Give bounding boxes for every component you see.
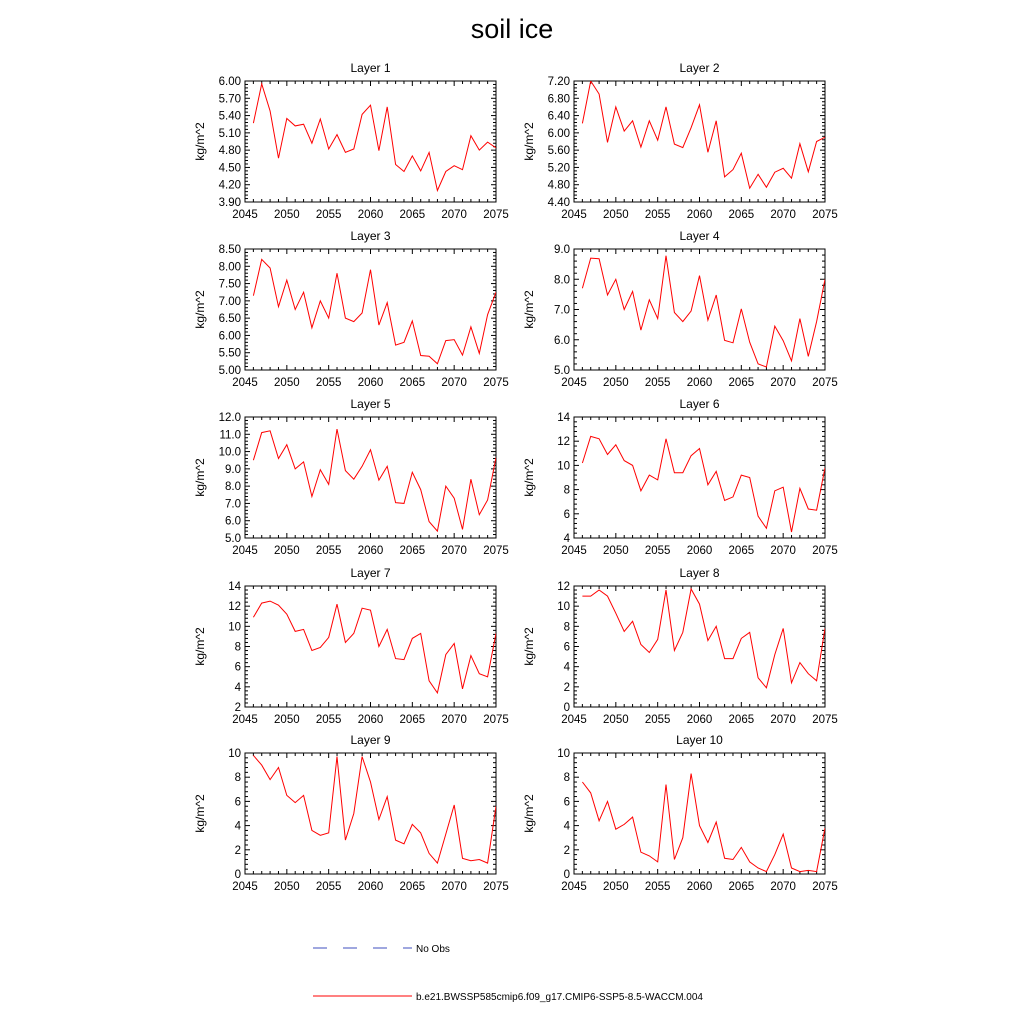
x-tick-label: 2050 — [274, 714, 300, 726]
y-tick-label: 4.40 — [547, 197, 570, 209]
y-tick-label: 4 — [234, 820, 241, 833]
y-tick-label: 6 — [234, 796, 241, 809]
x-tick-label: 2060 — [357, 714, 384, 726]
y-tick-label: 2 — [563, 844, 570, 857]
y-tick-label: 6.0 — [554, 334, 570, 347]
x-tick-label: 2050 — [603, 377, 629, 389]
x-tick-label: 2050 — [274, 881, 300, 893]
y-tick-label: 7.00 — [218, 295, 241, 308]
y-tick-label: 5.70 — [218, 93, 241, 106]
x-tick-label: 2065 — [728, 714, 755, 726]
panel-title: Layer 8 — [679, 566, 720, 580]
y-tick-label: 0 — [234, 869, 241, 881]
y-axis-label: kg/m^2 — [193, 290, 207, 329]
x-tick-label: 2065 — [399, 714, 426, 726]
x-tick-label: 2065 — [399, 545, 426, 557]
x-tick-label: 2070 — [441, 209, 467, 221]
y-tick-label: 14 — [228, 581, 241, 593]
y-tick-label: 5.10 — [218, 127, 241, 140]
y-axis-label: kg/m^2 — [522, 290, 536, 329]
x-tick-label: 2070 — [441, 545, 467, 557]
y-tick-label: 10 — [557, 601, 570, 614]
x-tick-label: 2070 — [770, 714, 796, 726]
y-tick-label: 6 — [234, 661, 241, 674]
y-tick-label: 2 — [234, 702, 241, 714]
panel-title: Layer 4 — [679, 229, 720, 243]
y-tick-label: 5.20 — [547, 162, 570, 175]
x-tick-label: 2050 — [603, 881, 629, 893]
x-tick-label: 2060 — [686, 881, 713, 893]
page-title: soil ice — [470, 14, 554, 44]
x-tick-label: 2050 — [603, 209, 629, 221]
x-tick-label: 2045 — [232, 209, 258, 221]
y-tick-label: 8 — [563, 621, 570, 634]
y-tick-label: 9.0 — [554, 244, 570, 256]
x-tick-label: 2065 — [399, 209, 426, 221]
y-tick-label: 8 — [234, 641, 241, 654]
panel-title: Layer 9 — [350, 733, 391, 747]
y-tick-label: 6.50 — [218, 313, 241, 326]
x-tick-label: 2070 — [770, 209, 796, 221]
y-tick-label: 6.80 — [547, 93, 570, 106]
x-tick-label: 2070 — [770, 377, 796, 389]
y-tick-label: 6.0 — [225, 515, 241, 528]
x-tick-label: 2050 — [274, 209, 300, 221]
y-tick-label: 10 — [228, 748, 241, 760]
y-tick-label: 5.60 — [547, 145, 570, 158]
x-tick-label: 2060 — [686, 377, 713, 389]
y-tick-label: 10.0 — [218, 446, 241, 459]
x-tick-label: 2065 — [728, 545, 755, 557]
y-axis-label: kg/m^2 — [193, 458, 207, 497]
y-tick-label: 8 — [563, 772, 570, 785]
y-tick-label: 6 — [563, 641, 570, 654]
y-tick-label: 10 — [557, 460, 570, 473]
x-tick-label: 2070 — [441, 881, 467, 893]
y-axis-label: kg/m^2 — [522, 627, 536, 666]
x-tick-label: 2065 — [728, 209, 755, 221]
y-tick-label: 4.20 — [218, 179, 241, 192]
x-tick-label: 2075 — [812, 881, 838, 893]
x-tick-label: 2075 — [483, 881, 509, 893]
y-tick-label: 8.0 — [554, 274, 570, 287]
y-tick-label: 4.50 — [218, 162, 241, 175]
x-tick-label: 2045 — [561, 881, 587, 893]
y-axis-label: kg/m^2 — [193, 794, 207, 833]
x-tick-label: 2060 — [357, 377, 384, 389]
x-tick-label: 2045 — [561, 545, 587, 557]
y-tick-label: 6.40 — [547, 110, 570, 123]
x-tick-label: 2075 — [483, 209, 509, 221]
y-axis-label: kg/m^2 — [193, 122, 207, 161]
y-tick-label: 8 — [563, 484, 570, 497]
x-tick-label: 2055 — [644, 881, 671, 893]
y-tick-label: 2 — [563, 681, 570, 694]
x-tick-label: 2055 — [315, 545, 342, 557]
panel-title: Layer 1 — [350, 61, 391, 75]
y-tick-label: 6.00 — [218, 330, 241, 343]
x-tick-label: 2045 — [232, 545, 258, 557]
x-tick-label: 2060 — [357, 545, 384, 557]
y-axis-label: kg/m^2 — [522, 794, 536, 833]
y-tick-label: 4 — [563, 820, 570, 833]
y-tick-label: 4 — [563, 661, 570, 674]
x-tick-label: 2075 — [812, 377, 838, 389]
y-tick-label: 5.0 — [225, 533, 241, 545]
x-tick-label: 2075 — [483, 545, 509, 557]
x-tick-label: 2050 — [603, 714, 629, 726]
y-axis-label: kg/m^2 — [522, 458, 536, 497]
y-tick-label: 8.50 — [218, 244, 241, 256]
x-tick-label: 2045 — [561, 377, 587, 389]
y-tick-label: 4.80 — [547, 179, 570, 192]
y-tick-label: 3.90 — [218, 197, 241, 209]
y-tick-label: 5.00 — [218, 365, 241, 377]
y-axis-label: kg/m^2 — [193, 627, 207, 666]
x-tick-label: 2065 — [399, 377, 426, 389]
x-tick-label: 2050 — [603, 545, 629, 557]
x-tick-label: 2045 — [232, 881, 258, 893]
y-tick-label: 2 — [234, 844, 241, 857]
x-tick-label: 2065 — [728, 881, 755, 893]
x-tick-label: 2075 — [812, 545, 838, 557]
x-tick-label: 2060 — [686, 545, 713, 557]
x-tick-label: 2055 — [315, 209, 342, 221]
x-tick-label: 2065 — [399, 881, 426, 893]
panel-title: Layer 7 — [350, 566, 391, 580]
panel-title: Layer 10 — [676, 733, 723, 747]
x-tick-label: 2050 — [274, 545, 300, 557]
y-tick-label: 6.00 — [547, 127, 570, 140]
y-tick-label: 5.0 — [554, 365, 570, 377]
x-tick-label: 2075 — [483, 377, 509, 389]
x-tick-label: 2075 — [812, 209, 838, 221]
x-tick-label: 2070 — [441, 377, 467, 389]
y-tick-label: 6 — [563, 796, 570, 809]
y-tick-label: 10 — [557, 748, 570, 760]
y-tick-label: 10 — [228, 621, 241, 634]
y-tick-label: 14 — [557, 412, 570, 424]
x-tick-label: 2070 — [441, 714, 467, 726]
y-tick-label: 5.40 — [218, 110, 241, 123]
y-tick-label: 6 — [563, 508, 570, 521]
x-tick-label: 2045 — [232, 377, 258, 389]
y-tick-label: 6.00 — [218, 76, 241, 88]
x-tick-label: 2045 — [232, 714, 258, 726]
x-tick-label: 2065 — [728, 377, 755, 389]
x-tick-label: 2055 — [644, 545, 671, 557]
x-tick-label: 2045 — [561, 209, 587, 221]
legend-obs-label: No Obs — [416, 944, 450, 955]
y-tick-label: 12 — [557, 436, 570, 449]
x-tick-label: 2075 — [812, 714, 838, 726]
legend-model-label: b.e21.BWSSP585cmip6.f09_g17.CMIP6-SSP5-8.5-WACCM.004 — [416, 992, 703, 1003]
x-tick-label: 2045 — [561, 714, 587, 726]
y-tick-label: 0 — [563, 702, 570, 714]
y-tick-label: 4 — [234, 681, 241, 694]
x-tick-label: 2060 — [357, 881, 384, 893]
panel-title: Layer 2 — [679, 61, 720, 75]
y-tick-label: 9.0 — [225, 463, 241, 476]
panel-title: Layer 6 — [679, 397, 720, 411]
x-tick-label: 2055 — [644, 714, 671, 726]
y-tick-label: 8.00 — [218, 261, 241, 274]
y-tick-label: 12 — [557, 581, 570, 593]
y-tick-label: 12.0 — [218, 412, 241, 424]
y-tick-label: 7.0 — [225, 498, 241, 511]
x-tick-label: 2060 — [357, 209, 384, 221]
y-tick-label: 12 — [228, 601, 241, 614]
y-tick-label: 8.0 — [225, 481, 241, 494]
y-tick-label: 0 — [563, 869, 570, 881]
y-tick-label: 7.50 — [218, 278, 241, 291]
y-tick-label: 7.0 — [554, 304, 570, 317]
x-tick-label: 2050 — [274, 377, 300, 389]
x-tick-label: 2070 — [770, 881, 796, 893]
y-axis-label: kg/m^2 — [522, 122, 536, 161]
panel-title: Layer 5 — [350, 397, 391, 411]
x-tick-label: 2070 — [770, 545, 796, 557]
x-tick-label: 2055 — [315, 714, 342, 726]
x-tick-label: 2055 — [315, 377, 342, 389]
x-tick-label: 2060 — [686, 209, 713, 221]
x-tick-label: 2075 — [483, 714, 509, 726]
y-tick-label: 4 — [563, 533, 570, 545]
x-tick-label: 2060 — [686, 714, 713, 726]
y-tick-label: 8 — [234, 772, 241, 785]
y-tick-label: 11.0 — [219, 429, 241, 442]
x-tick-label: 2055 — [644, 377, 671, 389]
y-tick-label: 4.80 — [218, 145, 241, 158]
x-tick-label: 2055 — [644, 209, 671, 221]
panel-title: Layer 3 — [350, 229, 391, 243]
x-tick-label: 2055 — [315, 881, 342, 893]
y-tick-label: 7.20 — [547, 76, 570, 88]
y-tick-label: 5.50 — [218, 347, 241, 360]
